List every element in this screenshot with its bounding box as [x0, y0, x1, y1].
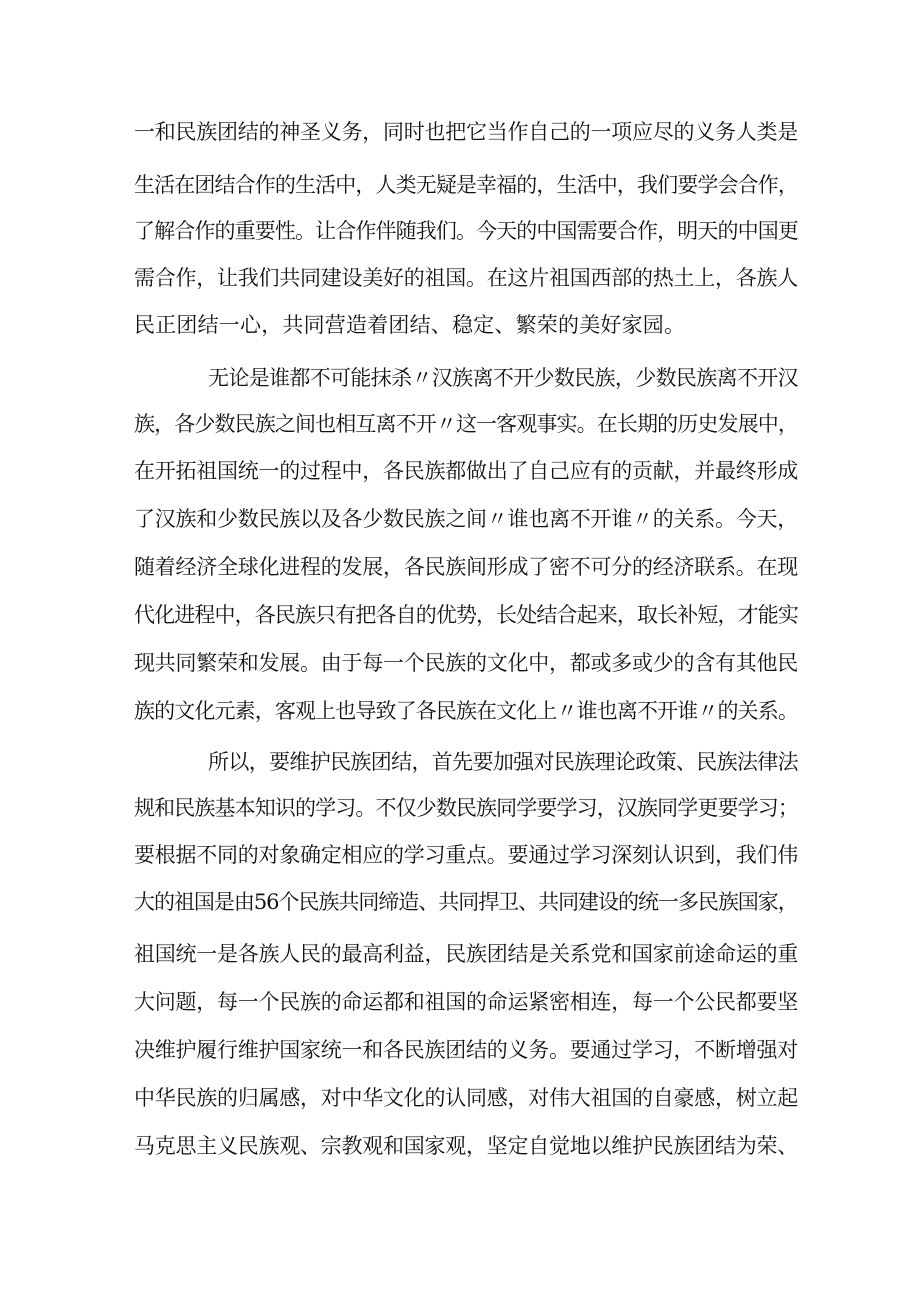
- paragraph-2-line-7: 现共同繁荣和发展。由于每一个民族的文化中，都或多或少的含有其他民: [134, 651, 798, 675]
- paragraph-2-line-2: 族，各少数民族之间也相互离不开〃这一客观事实。在长期的历史发展中，: [134, 412, 798, 436]
- paragraph-2-line-5: 随着经济全球化进程的发展，各民族间形成了密不可分的经济联系。在现: [134, 555, 798, 579]
- paragraph-1-line-2: 生活在团结合作的生活中，人类无疑是幸福的，生活中，我们要学会合作，: [134, 173, 798, 197]
- paragraph-3-line-4: 大的祖国是由56个民族共同缔造、共同捍卫、共同建设的统一多民族国家，: [134, 890, 798, 914]
- paragraph-3-line-8: 中华民族的归属感，对中华文化的认同感，对伟大祖国的自豪感，树立起: [134, 1086, 798, 1110]
- paragraph-1-line-3: 了解合作的重要性。让合作伴随我们。今天的中国需要合作，明天的中国更: [134, 219, 798, 243]
- paragraph-3-line-9: 马克思主义民族观、宗教观和国家观，坚定自觉地以维护民族团结为荣、: [134, 1134, 798, 1158]
- paragraph-2-line-4: 了汉族和少数民族以及各少数民族之间〃谁也离不开谁〃的关系。今天，: [134, 507, 798, 531]
- paragraph-2-line-8: 族的文化元素，客观上也导致了各民族在文化上〃谁也离不开谁〃的关系。: [134, 699, 798, 723]
- paragraph-1-line-1: 一和民族团结的神圣义务，同时也把它当作自己的一项应尽的义务人类是: [134, 120, 798, 144]
- paragraph-3-line-6: 大问题，每一个民族的命运都和祖国的命运紧密相连，每一个公民都要坚: [134, 990, 798, 1014]
- paragraph-3-line-1: 所以，要维护民族团结，首先要加强对民族理论政策、民族法律法: [208, 750, 798, 774]
- paragraph-2-line-6: 代化进程中，各民族只有把各自的优势，长处结合起来，取长补短，才能实: [134, 603, 798, 627]
- paragraph-1-line-4: 需合作，让我们共同建设美好的祖国。在这片祖国西部的热土上，各族人: [134, 266, 798, 290]
- paragraph-2-line-3: 在开拓祖国统一的过程中，各民族都做出了自己应有的贡献，并最终形成: [134, 459, 798, 483]
- paragraph-3-line-7: 决维护履行维护国家统一和各民族团结的义务。要通过学习，不断增强对: [134, 1038, 798, 1062]
- paragraph-2-line-1: 无论是谁都不可能抹杀〃汉族离不开少数民族，少数民族离不开汉: [208, 366, 798, 390]
- paragraph-3-line-3: 要根据不同的对象确定相应的学习重点。要通过学习深刻认识到，我们伟: [134, 843, 798, 867]
- paragraph-1-line-5: 民正团结一心，共同营造着团结、稳定、繁荣的美好家园。: [134, 313, 686, 337]
- paragraph-3-line-5: 祖国统一是各族人民的最高利益，民族团结是关系党和国家前途命运的重: [134, 942, 798, 966]
- paragraph-3-line-2: 规和民族基本知识的学习。不仅少数民族同学要学习，汉族同学更要学习；: [134, 796, 798, 820]
